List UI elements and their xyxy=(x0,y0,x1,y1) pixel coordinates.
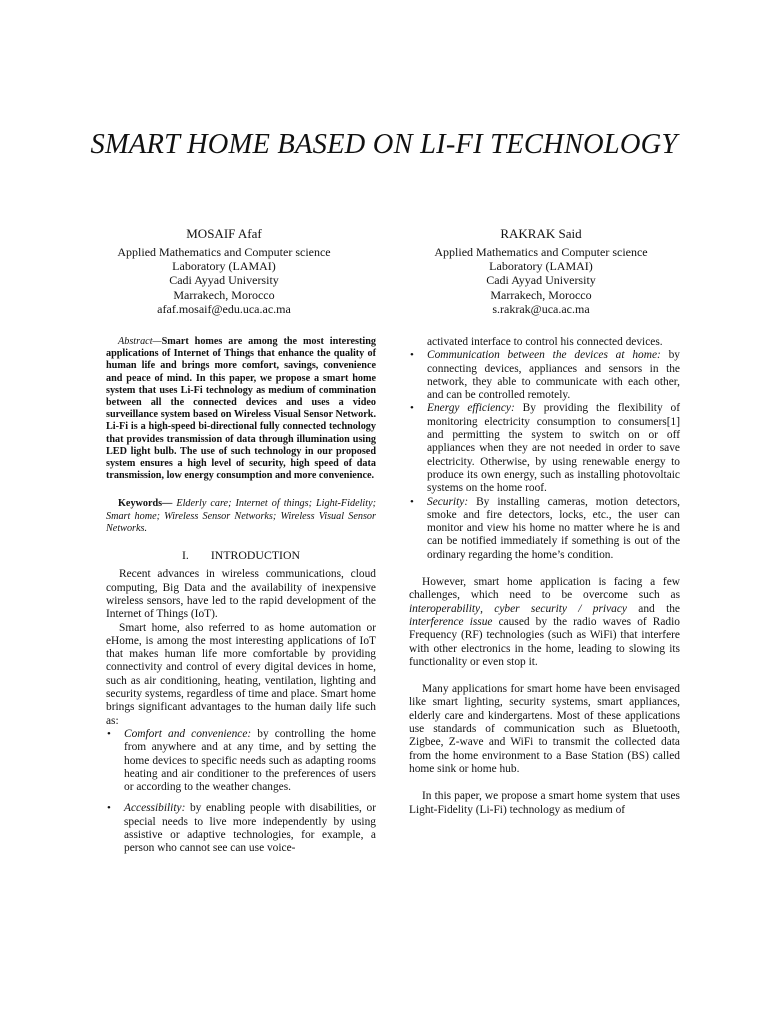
keywords-label: Keywords— xyxy=(118,498,173,510)
author-name: RAKRAK Said xyxy=(500,226,582,241)
bullet-icon: • xyxy=(107,727,111,740)
abstract-text: Smart homes are among the most interesting applications of Internet of Things that enhance the quality of human life and brings more comfort, savings, convenience and peace of mind. In this paper, we propose a smart home system that uses Li-Fi technology as medium of commination between all the connected devices and uses a video surveillance system based on Wireless Visual Sensor Network. Li-Fi is a high-speed bi-directional fully connected technology that provides transmission of data through illumination using LED light bulb. The use of such technology in our proposed system ensures a high level of security, high speed of data transmission, low energy consumption and more convenience. xyxy=(106,336,376,482)
section-title: INTRODUCTION xyxy=(210,548,300,563)
proposal-paragraph: In this paper, we propose a smart home system that uses Light-Fidelity (Li-Fi) technology as medium of xyxy=(409,790,680,816)
list-item-term: Energy efficiency: xyxy=(427,402,515,415)
author-affiliation: Laboratory (LAMAI) xyxy=(172,259,276,274)
section-heading xyxy=(106,549,376,562)
author-city: Marrakech, Morocco xyxy=(490,287,592,302)
section-number: I. xyxy=(181,548,189,563)
author-affiliation: Applied Mathematics and Computer science xyxy=(117,245,331,259)
author-university: Cadi Ayyad University xyxy=(169,273,279,288)
emphasis-text: cyber security / privacy xyxy=(494,602,627,615)
list-item-text: by controlling the home from anywhere and at any time, and by setting the home devices to specific needs such as adapting rooms heating and air conditioner to the preferences of users or according to the weather changes. xyxy=(124,727,376,794)
author-name: MOSAIF Afaf xyxy=(186,226,262,241)
bullet-icon: • xyxy=(107,802,111,815)
author-email: afaf.mosaif@edu.uca.ac.ma xyxy=(157,301,291,316)
emphasis-text: interoperability xyxy=(409,602,481,615)
applications-paragraph: Many applications for smart home have been envisaged like smart lighting, security systems, smart appliances, elderly care and kindergartens. Most of these applications use standards of communication such as Bluetooth, Zigbee, Z-wave and WiFi to transmit the collected data from the home environment to a Base Station (BS) called home sink or home hub. xyxy=(409,683,680,775)
bullet-icon: • xyxy=(410,349,414,362)
challenges-paragraph xyxy=(409,576,680,669)
advantages-list-continued xyxy=(409,349,680,562)
paper-title: SMART HOME BASED ON LI-FI TECHNOLOGY xyxy=(90,129,678,160)
abstract-label: Abstract— xyxy=(118,336,162,347)
paragraph-text: However, smart home application is facing a few challenges, which need to be overcome such as xyxy=(409,576,680,602)
list-item-term: Comfort and convenience: xyxy=(124,727,252,740)
list-item xyxy=(409,349,680,402)
list-item-text: by enabling people with disabilities, or special needs to live more independently by using assistive or adaptive technologies, for example, a person who cannot see can use voice- xyxy=(124,802,376,855)
list-item-term: Security: xyxy=(427,495,469,508)
author-block-2 xyxy=(396,226,686,316)
paragraph-text: and the xyxy=(626,602,680,615)
paragraph-text: caused by the radio waves of Radio Frequency (RF) technologies (such as WiFi) that interfere with other electronics in the home, leading to slowing its functionality or even stop it. xyxy=(409,615,680,668)
list-item xyxy=(409,402,680,495)
list-item-text: by connecting devices, appliances and sensors in the network, they able to communicate with each other, and can be controlled remotely. xyxy=(427,349,680,402)
list-item-text: By providing the flexibility of monitoring electricity consumption to consumers[1] and permitting the system to switch on or off appliances when they are not needed in order to save electricity. Otherwise, by using renewable energy to produce its own energy, such as installing photovoltaic systems on the home roof. xyxy=(427,402,680,495)
emphasis-text: interference issue xyxy=(409,615,493,628)
bullet-icon: • xyxy=(410,495,414,508)
abstract xyxy=(106,336,376,482)
author-affiliation: Applied Mathematics and Computer science xyxy=(434,245,648,259)
list-item xyxy=(409,496,680,562)
list-item-term: Accessibility: xyxy=(124,802,186,815)
bullet-icon: • xyxy=(410,402,414,415)
author-block-1 xyxy=(79,226,369,316)
list-item-continuation: activated interface to control his connected devices. xyxy=(427,336,663,348)
keywords-text: Elderly care; Internet of things; Light-Fidelity; Smart home; Wireless Sensor Networks; Wireless Visual Sensor Networks. xyxy=(106,498,376,534)
advantages-list xyxy=(106,728,376,856)
keywords xyxy=(106,498,376,535)
left-column xyxy=(106,336,376,856)
author-affiliation: Laboratory (LAMAI) xyxy=(489,259,593,274)
list-item xyxy=(106,728,376,794)
author-email: s.rakrak@uca.ac.ma xyxy=(492,301,590,316)
list-item-term: Communication between the devices at home: xyxy=(427,349,661,362)
author-city: Marrakech, Morocco xyxy=(173,287,275,302)
intro-paragraph-2: Smart home, also referred to as home automation or eHome, is among the most interesting applications of IoT that makes human life more comfortable by providing connectivity and control of every digital devices in home, such as air conditioning, heating, ventilation, lighting and security systems, regardless of time and place. Smart home brings significant advantages to the human daily life such as: xyxy=(106,621,376,727)
right-column xyxy=(409,336,680,817)
list-item xyxy=(106,802,376,855)
author-university: Cadi Ayyad University xyxy=(486,273,596,288)
intro-paragraph-1: Recent advances in wireless communications, cloud computing, Big Data and the availability of inexpensive wireless sensors, have led to the rapid development of the Internet of Things (IoT). xyxy=(106,568,376,621)
paragraph-text: , xyxy=(480,602,495,615)
list-item-text: By installing cameras, motion detectors, smoke and fire detectors, locks, etc., the user can monitor and view his home no matter where he is and can be notified immediately if something is out of the ordinary regarding the home’s condition. xyxy=(427,495,680,561)
